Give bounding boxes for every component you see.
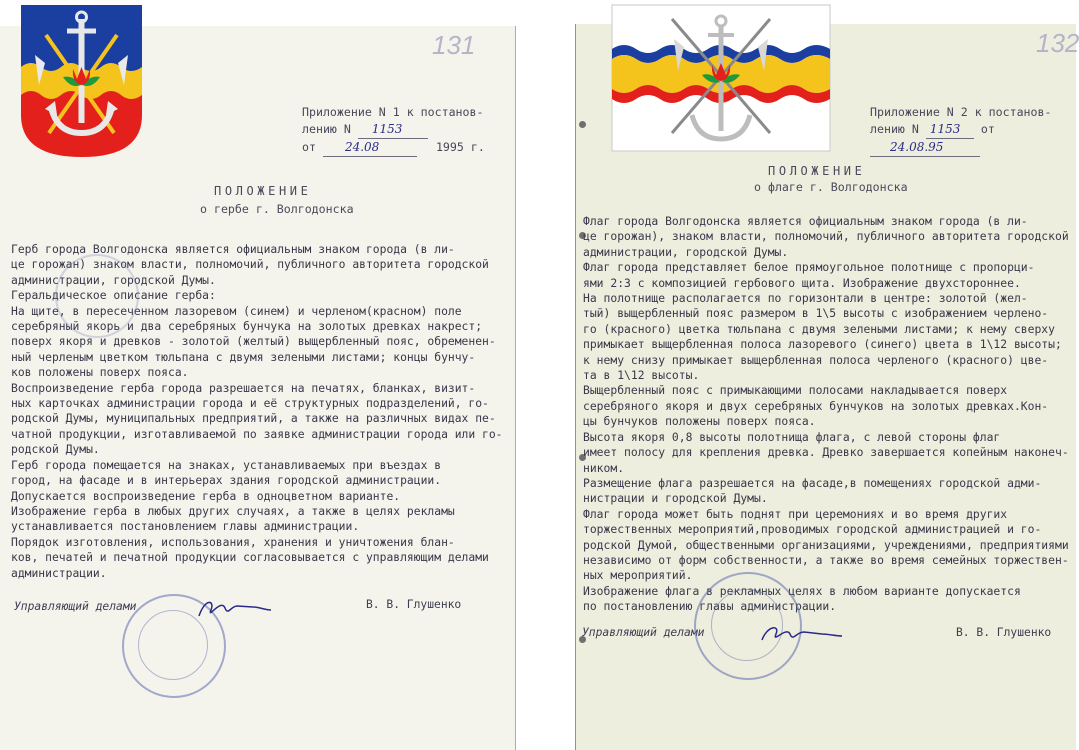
left-faint-stamp — [55, 254, 139, 338]
left-appendix-date-label: от — [302, 140, 316, 154]
body-text-line: ный черленым цветком тюльпана с двумя зелеными листами; концы бунчу- — [11, 349, 476, 364]
body-text-line: ков, печатей и печатной продукции согласовывается с управляющим делами — [11, 550, 489, 565]
body-text-line: Порядок изготовления, использования, хранения и уничтожения блан- — [11, 534, 455, 549]
right-appendix-resolution-label: лению N — [870, 122, 919, 136]
left-signatory-name: В. В. Глушенко — [366, 598, 462, 611]
body-text-line: поверх якоря и древков - золотой (желтый) выщербленный пояс, обременен- — [11, 334, 496, 349]
body-text-line: город, на фасаде и в интерьерах здания городской администрации. — [11, 473, 442, 488]
right-signatory-name: В. В. Глушенко — [956, 626, 1052, 639]
body-text-line: ных карточках администрации города и её структурных подразделений, го- — [11, 396, 489, 411]
body-text-line: родской Думы, муниципальных предприятий, а также на различных видах пе- — [11, 411, 496, 426]
body-text-line: тый) выщербленный пояс размером в 1\5 высоты с изображением черлено- — [583, 306, 1049, 321]
left-appendix-resolution-label: лению N — [302, 122, 351, 136]
coat-of-arms-icon — [21, 5, 142, 157]
coat-of-arms-image — [21, 5, 142, 157]
body-text-line: та в 1\12 высоты. — [583, 368, 700, 383]
right-appendix-date-label: от — [980, 122, 995, 136]
body-text-line: це горожан), знаком власти, полномочий, публичного авторитета городской — [583, 229, 1069, 244]
body-text-line: администрации, городской Думы. — [583, 244, 789, 259]
body-text-line: Допускается воспроизведение герба в одноцветном варианте. — [11, 488, 401, 503]
left-resolution-date: 24.08 — [344, 140, 380, 154]
body-text-line: ями 2:3 с композицией гербового щита. Изображение двухстороннее. — [583, 275, 1021, 290]
body-text-line: нистрации и городской Думы. — [583, 491, 768, 506]
right-appendix-line1: Приложение N 2 к постанов- — [870, 105, 1052, 119]
body-text-line: Изображение герба в любых других случаях, а также в целях рекламы — [11, 503, 455, 518]
body-text-line: родской Думы. — [11, 442, 100, 457]
body-text-line: Геральдическое описание герба: — [11, 288, 216, 303]
left-resolution-number: 1153 — [371, 122, 403, 136]
body-text-line: серебряного якоря и двух серебряных бунчуков на золотых древках.Кон- — [583, 398, 1049, 413]
left-resolution-year: 1995 г. — [435, 140, 485, 154]
right-signatory-role: Управляющий делами — [582, 626, 705, 639]
right-page-number: 132 — [1036, 28, 1079, 58]
body-text-line: родской Думой, общественными организациями, учреждениями, предприятиями — [583, 537, 1069, 552]
body-text-line: го (красного) цветка тюльпана с двумя зелеными листами; к нему сверху — [583, 321, 1055, 336]
left-signatory-role: Управляющий делами — [14, 600, 137, 613]
left-page-number: 131 — [432, 30, 476, 60]
body-text-line: На полотнище располагается по горизонтали в центре: золотой (жел- — [583, 291, 1028, 306]
body-text-line: Флаг города представляет белое прямоугольное полотнище с пропорци- — [583, 260, 1035, 275]
right-signature — [758, 620, 844, 650]
body-text-line: Герб города помещается на знаках, устанавливаемых при въездах в — [11, 457, 442, 472]
right-resolution-number: 1153 — [929, 122, 961, 136]
left-appendix-block — [302, 104, 485, 157]
left-document-subtitle: о гербе г. Волгодонска — [200, 202, 354, 216]
right-document-body — [583, 214, 1069, 615]
body-text-line: администрации. — [11, 565, 107, 580]
body-text-line: цы бунчуков положены поверх пояса. — [583, 414, 816, 429]
body-text-line: администрации, городской Думы. — [11, 272, 216, 287]
body-text-line: Герб города Волгодонска является официальным знаком города (в ли- — [11, 242, 455, 256]
left-appendix-line1: Приложение N 1 к постанов- — [302, 105, 484, 119]
left-signature — [195, 594, 275, 624]
body-text-line: торжественных мероприятий,проводимых городской администрацией и го- — [583, 522, 1042, 537]
body-text-line: Флаг города Волгодонска является официальным знаком города (в ли- — [583, 214, 1028, 228]
body-text-line: ником. — [583, 460, 625, 475]
left-document-title: ПОЛОЖЕНИЕ — [214, 184, 312, 198]
body-text-line: Воспроизведение герба города разрешается на печатях, бланках, визит- — [11, 380, 476, 395]
body-text-line: На щите, в пересеченном лазоревом (синем) и черленом(красном) поле — [11, 303, 462, 318]
body-text-line: це горожан) знаком власти, полномочий, публичного авторитета городской — [11, 257, 489, 272]
body-text-line: устанавливается постановлением главы администрации. — [11, 519, 360, 534]
binder-hole — [579, 121, 586, 128]
body-text-line: имеет полосу для крепления древка. Древко завершается копейным наконеч- — [583, 445, 1069, 460]
body-text-line: по постановлению главы администрации. — [583, 599, 837, 614]
body-text-line: чатной продукции, изготавливаемой по заявке администрации города или го- — [11, 426, 503, 441]
city-flag-image — [612, 5, 830, 151]
body-text-line: Размещение флага разрешается на фасаде,в помещениях городской адми- — [583, 475, 1042, 490]
body-text-line: Флаг города может быть поднят при церемониях и во время других — [583, 506, 1008, 521]
right-appendix-block — [870, 104, 1076, 157]
right-resolution-date: 24.08.95 — [890, 140, 944, 154]
body-text-line: примыкает выщербленная полоса лазоревого (синего) цвета в 1\12 высоты; — [583, 337, 1062, 352]
body-text-line: ков положены поверх пояса. — [11, 365, 189, 380]
body-text-line: к нему снизу примыкает выщербленная полоса черленого (красного) цве- — [583, 352, 1049, 367]
body-text-line: серебряный якорь и два серебряных бунчука на золотых древках накрест; — [11, 319, 483, 334]
body-text-line: ных мероприятий. — [583, 568, 693, 583]
right-document-title: ПОЛОЖЕНИЕ — [768, 164, 866, 178]
body-text-line: Выщербленный пояс с примыкающими полосами накладывается поверх — [583, 383, 1008, 398]
body-text-line: Высота якоря 0,8 высоты полотнища флага, с левой стороны флаг — [583, 429, 1001, 444]
body-text-line: независимо от форм собственности, а также во время семейных торжествен- — [583, 552, 1069, 567]
right-document-subtitle: о флаге г. Волгодонска — [754, 180, 908, 194]
city-flag-icon — [612, 5, 830, 151]
body-text-line: Изображение флага в рекламных целях в любом варианте допускается — [583, 583, 1021, 598]
